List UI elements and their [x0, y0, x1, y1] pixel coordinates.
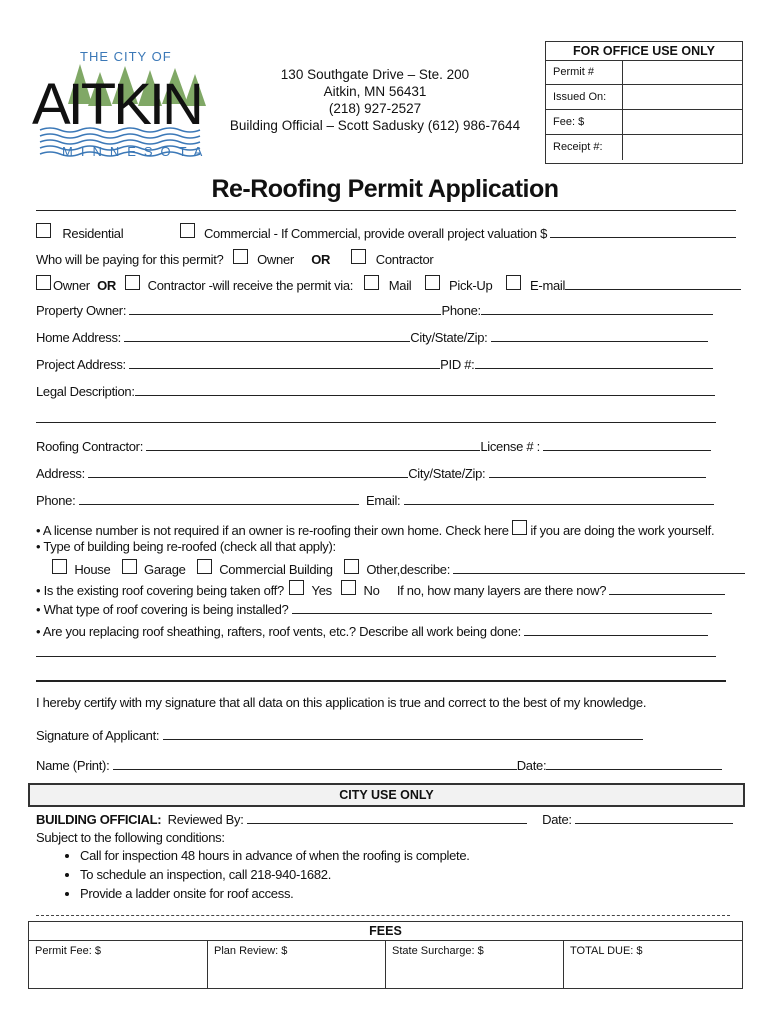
residential-checkbox[interactable] [36, 223, 51, 238]
property-owner-phone-label: Phone: [441, 303, 481, 318]
commercial-checkbox[interactable] [180, 223, 195, 238]
layers-question: If no, how many layers are there now? [396, 583, 607, 598]
house-checkbox[interactable] [52, 559, 67, 574]
condition-item: • To schedule an inspection, call 218-940-1682. [80, 865, 470, 884]
fees-header: FEES [29, 922, 742, 941]
property-owner-row [36, 302, 713, 318]
conditions-list [60, 846, 470, 903]
receive-or-label: OR [97, 278, 117, 293]
name-print-label: Name (Print): [36, 758, 110, 773]
project-address-field[interactable] [129, 356, 440, 369]
total-due-cell[interactable]: TOTAL DUE: $ [570, 945, 643, 957]
address-line-1: 130 Southgate Drive – Ste. 200 [280, 67, 470, 82]
office-issued-label: Issued On: [546, 85, 622, 110]
roof-covering-question: What type of roof covering is being installed? [43, 602, 289, 617]
payer-question: Who will be paying for this permit? [36, 252, 224, 267]
contractor-city-label: City/State/Zip: [408, 466, 486, 481]
payer-owner-label: Owner [257, 252, 294, 267]
logo-top-text: THE CITY OF [80, 49, 172, 64]
reviewed-by-label: Reviewed By: [167, 812, 244, 827]
self-work-label: if you are doing the work yourself. [530, 523, 715, 538]
office-receipt-label: Receipt #: [553, 141, 603, 153]
official-date-label: Date: [542, 812, 572, 827]
logo-name: AITKIN [32, 72, 201, 137]
office-receipt-field[interactable] [622, 135, 742, 160]
layers-field[interactable] [609, 582, 725, 595]
reviewed-by-field[interactable] [247, 811, 527, 824]
office-use-box [545, 41, 743, 164]
contractor-address-label: Address: [36, 466, 85, 481]
contractor-email-label: Email: [366, 493, 401, 508]
home-address-label: Home Address: [36, 330, 121, 345]
sheathing-field-line-2[interactable] [36, 656, 716, 657]
address-line-2: Aitkin, MN 56431 [323, 84, 427, 99]
signature-field[interactable] [163, 727, 643, 740]
other-label: Other,describe: [366, 562, 451, 577]
property-owner-phone-field[interactable] [481, 302, 713, 315]
property-owner-label: Property Owner: [36, 303, 127, 318]
building-official-label: BUILDING OFFICIAL: [36, 812, 162, 827]
sheathing-field[interactable] [524, 623, 708, 636]
removal-no-checkbox[interactable] [341, 580, 356, 595]
name-date-label: Date: [516, 758, 547, 773]
home-address-field[interactable] [124, 329, 410, 342]
legal-field-line-2[interactable] [36, 422, 716, 423]
legal-field[interactable] [135, 383, 715, 396]
mail-label: Mail [388, 278, 412, 293]
conditions-intro: Subject to the following conditions: [36, 830, 225, 845]
contractor-phone-label: Phone: [36, 493, 76, 508]
bullet-dot: • [36, 539, 41, 554]
condition-item: • Provide a ladder onsite for roof access. [80, 884, 470, 903]
contractor-phone-row [36, 492, 714, 508]
pid-label: PID #: [440, 357, 475, 372]
logo-bottom-text: MINNESOTA [62, 144, 211, 159]
pickup-label: Pick-Up [449, 278, 493, 293]
city-use-header: CITY USE ONLY [28, 783, 745, 807]
residential-label: Residential [62, 226, 124, 241]
garage-checkbox[interactable] [122, 559, 137, 574]
office-permit-label: Permit # [546, 60, 622, 85]
sheathing-question: Are you replacing roof sheathing, rafters, roof vents, etc.? Describe all work being done: [42, 624, 521, 639]
address-line-4: Building Official – Scott Sadusky (612) 986-7644 [229, 118, 521, 133]
bullet-dot: • [36, 624, 41, 639]
address-line-3: (218) 927-2527 [328, 101, 422, 116]
pickup-checkbox[interactable] [425, 275, 440, 290]
permit-type-row [36, 223, 736, 241]
state-surcharge-cell[interactable]: State Surcharge: $ [386, 941, 564, 988]
email-address-field[interactable] [565, 277, 741, 290]
bullet-license [36, 520, 714, 538]
removal-yes-checkbox[interactable] [289, 580, 304, 595]
email-checkbox[interactable] [506, 275, 521, 290]
contractor-address-row [36, 465, 706, 481]
name-print-row [36, 757, 722, 773]
receive-owner-checkbox[interactable] [36, 275, 51, 290]
project-valuation-field[interactable] [550, 225, 736, 238]
project-address-row [36, 356, 713, 372]
commercial-building-label: Commercial Building [219, 562, 333, 577]
payer-owner-checkbox[interactable] [233, 249, 248, 264]
pid-field[interactable] [475, 356, 713, 369]
building-type-question: Type of building being re-roofed (check all that apply): [43, 539, 336, 554]
other-describe-field[interactable] [453, 561, 745, 574]
home-city-label: City/State/Zip: [410, 330, 488, 345]
office-permit-field[interactable] [622, 60, 742, 85]
name-print-field[interactable] [113, 757, 517, 770]
signature-row [36, 727, 643, 743]
page-title: Re-Roofing Permit Application [211, 175, 559, 203]
removal-yes-label: Yes [311, 583, 332, 598]
certify-statement: I hereby certify with my signature that all data on this application is true and correct to the best of my knowledge. [36, 695, 647, 710]
office-use-header: FOR OFFICE USE ONLY [546, 42, 742, 61]
payer-row [36, 249, 433, 267]
payer-contractor-checkbox[interactable] [351, 249, 366, 264]
bullet-roof-covering [36, 601, 712, 617]
bullet-dot: • [36, 583, 41, 598]
commercial-label: Commercial - If Commercial, provide overall project valuation $ [203, 226, 548, 241]
signature-label: Signature of Applicant: [36, 728, 160, 743]
self-work-checkbox[interactable] [512, 520, 527, 535]
section-divider [36, 680, 726, 682]
license-note: A license number is not required if an owner is re-roofing their own home. Check here [42, 523, 509, 538]
contractor-phone-field[interactable] [79, 492, 359, 505]
home-city-field[interactable] [491, 329, 708, 342]
home-address-row [36, 329, 708, 345]
property-owner-field[interactable] [129, 302, 441, 315]
project-address-label: Project Address: [36, 357, 126, 372]
contractor-city-field[interactable] [489, 465, 706, 478]
office-issued-field[interactable] [622, 85, 742, 110]
bullet-dot: • [36, 602, 41, 617]
bullet-sheathing [36, 623, 708, 639]
permit-fee-cell[interactable]: Permit Fee: $ [29, 941, 208, 988]
legal-row [36, 383, 715, 399]
roof-removal-question: Is the existing roof covering being taken off? [43, 583, 284, 598]
fees-divider [36, 915, 730, 916]
receive-contractor-checkbox[interactable] [125, 275, 140, 290]
bullet-dot: • [36, 523, 41, 538]
bullet-building-type [36, 539, 336, 554]
payer-contractor-label: Contractor [375, 252, 434, 267]
city-address [215, 66, 535, 134]
commercial-building-checkbox[interactable] [197, 559, 212, 574]
payer-or-label: OR [311, 252, 331, 267]
legal-label: Legal Description: [36, 384, 135, 399]
building-type-options [52, 559, 745, 577]
receive-row [36, 275, 741, 293]
license-field[interactable] [543, 438, 711, 451]
house-label: House [74, 562, 111, 577]
roof-covering-field[interactable] [292, 601, 712, 614]
bullet-roof-removal [36, 580, 725, 598]
building-official-row [36, 811, 733, 827]
official-date-field[interactable] [575, 811, 733, 824]
contractor-email-field[interactable] [404, 492, 714, 505]
office-fee-field[interactable] [622, 110, 742, 135]
license-label: License # : [480, 439, 540, 454]
receive-contractor-label: Contractor -will receive the permit via: [147, 278, 354, 293]
fees-table [28, 921, 743, 989]
city-logo [30, 44, 215, 164]
condition-item: • Call for inspection 48 hours in advance of when the roofing is complete. [80, 846, 470, 865]
other-checkbox[interactable] [344, 559, 359, 574]
email-label: E-mail [530, 278, 566, 293]
contractor-address-field[interactable] [88, 465, 408, 478]
removal-no-label: No [363, 583, 380, 598]
title-divider [36, 210, 736, 211]
mail-checkbox[interactable] [364, 275, 379, 290]
contractor-label: Roofing Contractor: [36, 439, 144, 454]
plan-review-cell[interactable]: Plan Review: $ [208, 941, 386, 988]
receive-owner-label: Owner [53, 278, 90, 293]
office-fee-label: Fee: $ [546, 110, 622, 135]
contractor-row [36, 438, 711, 454]
garage-label: Garage [144, 562, 186, 577]
name-date-field[interactable] [546, 757, 722, 770]
contractor-field[interactable] [146, 438, 480, 451]
